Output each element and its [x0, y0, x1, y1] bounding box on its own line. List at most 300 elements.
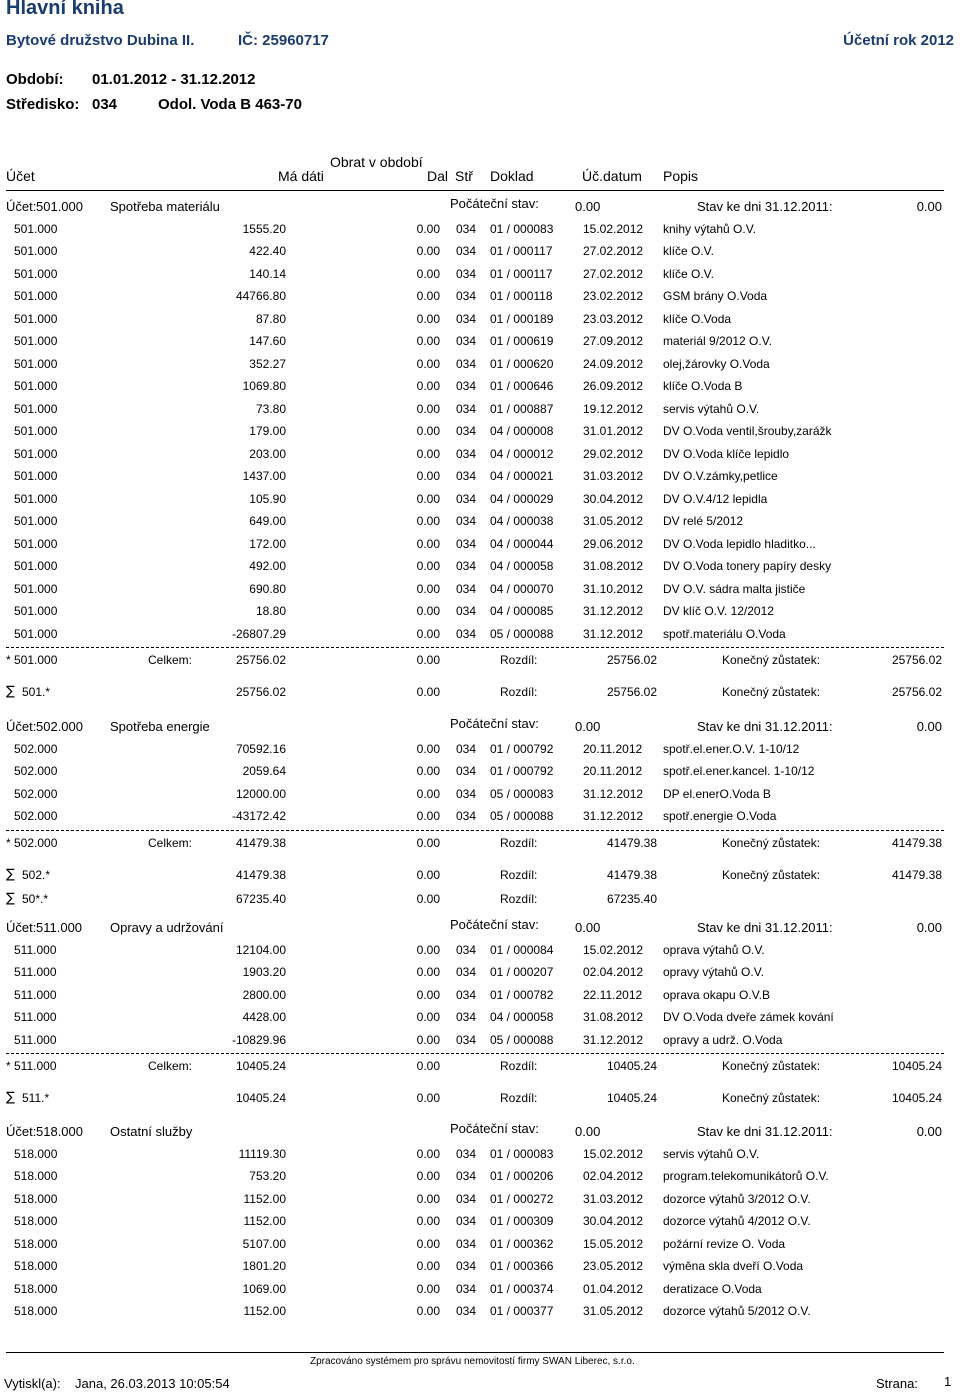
row-document: 04 / 000029 [490, 491, 554, 506]
sum-diff: 41479.38 [606, 867, 657, 882]
row-credit: 0.00 [416, 942, 440, 957]
row-debit: 1152.00 [243, 1214, 286, 1228]
col-ma-dati: Má dáti [278, 168, 324, 184]
row-description: DP el.enerO.Voda B [663, 786, 771, 801]
sigma-icon: ∑ [6, 891, 15, 906]
row-date: 24.09.2012 [583, 356, 644, 371]
ledger-row [0, 555, 960, 577]
ledger-row [0, 353, 960, 375]
row-account: 502.000 [14, 764, 58, 778]
sum-diff-label: Rozdíl: [500, 867, 538, 882]
ledger-row [0, 330, 960, 352]
row-center: 034 [456, 581, 477, 596]
row-document: 01 / 000117 [490, 266, 553, 281]
row-description: DV O.Voda klíče lepidlo [663, 446, 790, 461]
row-center: 034 [456, 1169, 477, 1183]
row-center: 034 [456, 536, 477, 551]
total-account: * 501.000 [6, 653, 58, 667]
col-doklad: Doklad [490, 168, 534, 184]
sum-final: 41479.38 [891, 867, 942, 882]
row-center: 034 [456, 514, 477, 528]
row-description: spotř.el.ener.kancel. 1-10/12 [663, 764, 815, 778]
row-document: 01 / 000366 [490, 1259, 554, 1273]
account-header [0, 916, 960, 938]
row-center: 034 [456, 1191, 477, 1206]
ledger-row [0, 1188, 960, 1210]
row-account: 518.000 [14, 1236, 58, 1251]
row-account: 518.000 [14, 1304, 58, 1318]
account-label: Účet: [6, 920, 37, 935]
row-account: 511.000 [14, 942, 57, 957]
row-description: materiál 9/2012 O.V. [663, 334, 772, 348]
row-account: 501.000 [14, 446, 58, 461]
row-document: 01 / 000782 [490, 987, 554, 1002]
balance-value: 0.00 [916, 1124, 942, 1139]
row-debit: 11119.30 [238, 1146, 286, 1161]
row-credit: 0.00 [416, 581, 440, 596]
sum-credit: 0.00 [416, 1091, 440, 1105]
sum-diff: 25756.02 [606, 685, 657, 699]
row-description: DV relé 5/2012 [663, 514, 744, 528]
row-date: 15.05.2012 [583, 1236, 644, 1251]
account-header [0, 195, 960, 217]
row-account: 518.000 [14, 1281, 58, 1296]
ledger-row [0, 623, 960, 645]
row-debit: 4428.00 [242, 1010, 286, 1024]
header-divider [6, 190, 944, 191]
row-center: 034 [456, 1259, 477, 1273]
row-credit: 0.00 [416, 379, 440, 393]
ledger-row [0, 465, 960, 487]
company-name: Bytové družstvo Dubina II. [6, 32, 195, 49]
row-account: 501.000 [14, 604, 58, 618]
row-credit: 0.00 [416, 626, 440, 641]
ledger-row [0, 578, 960, 600]
row-debit: 1903.20 [242, 965, 286, 979]
row-account: 501.000 [14, 311, 58, 326]
report-title: Hlavní kniha [6, 0, 124, 19]
row-debit: 649.00 [249, 514, 286, 528]
row-document: 04 / 000058 [490, 1010, 554, 1024]
footer-divider [6, 1352, 944, 1353]
row-document: 01 / 000887 [490, 401, 554, 416]
row-center: 034 [456, 1032, 477, 1047]
row-description: DV O.Voda dveře zámek kování [663, 1010, 834, 1024]
row-date: 22.11.2012 [583, 987, 643, 1002]
row-date: 31.05.2012 [583, 1304, 644, 1318]
ledger-row [0, 961, 960, 983]
sum-diff: 10405.24 [606, 1091, 657, 1105]
row-center: 034 [456, 244, 477, 258]
ledger-row [0, 1210, 960, 1232]
row-center: 034 [456, 626, 477, 641]
opening-value: 0.00 [575, 199, 601, 214]
row-document: 05 / 000083 [490, 786, 554, 801]
account-name: Spotřeba materiálu [110, 199, 220, 214]
total-final: 10405.24 [891, 1059, 942, 1073]
ledger-row [0, 263, 960, 285]
row-debit: 87.80 [255, 311, 286, 326]
row-date: 23.02.2012 [583, 289, 644, 303]
row-date: 29.06.2012 [583, 536, 644, 551]
row-description: požární revize O. Voda [663, 1236, 786, 1251]
row-account: 501.000 [14, 514, 58, 528]
row-credit: 0.00 [416, 221, 440, 236]
row-description: olej,žárovky O.Voda [663, 356, 770, 371]
row-debit: 179.00 [249, 424, 286, 438]
row-debit: 203.00 [249, 446, 286, 461]
row-center: 034 [456, 559, 477, 573]
row-credit: 0.00 [416, 514, 440, 528]
row-center: 034 [456, 1146, 477, 1161]
row-date: 02.04.2012 [583, 965, 644, 979]
opening-value: 0.00 [575, 1124, 601, 1139]
row-date: 02.04.2012 [583, 1169, 644, 1183]
row-description: dozorce výtahů 3/2012 O.V. [663, 1191, 811, 1206]
row-credit: 0.00 [416, 1259, 440, 1273]
center-label: Středisko: [6, 96, 80, 113]
row-credit: 0.00 [416, 1191, 440, 1206]
opening-label: Počáteční stav: [450, 716, 539, 731]
row-center: 034 [456, 446, 477, 461]
row-description: klíče O.Voda [663, 311, 732, 326]
account-number: 518.000 [36, 1124, 83, 1139]
row-document: 01 / 000118 [490, 289, 553, 303]
sum-credit: 0.00 [416, 867, 440, 882]
row-credit: 0.00 [416, 786, 440, 801]
row-description: spotř.el.ener.O.V. 1-10/12 [663, 741, 800, 756]
ledger-row [0, 1233, 960, 1255]
row-credit: 0.00 [416, 1214, 440, 1228]
col-str: Stř [455, 168, 473, 184]
row-description: DV O.V. sádra malta jističe [663, 581, 806, 596]
row-center: 034 [456, 604, 477, 618]
row-description: program.telekomunikátorů O.V. [663, 1169, 829, 1183]
ledger-row [0, 308, 960, 330]
ledger-row [0, 1029, 960, 1051]
row-center: 034 [456, 221, 477, 236]
row-date: 23.03.2012 [583, 311, 644, 326]
row-center: 034 [456, 469, 477, 483]
row-debit: -10829.96 [231, 1032, 286, 1047]
row-date: 31.12.2012 [583, 809, 644, 823]
row-description: DV O.Voda tonery papíry desky [663, 559, 832, 573]
total-account: * 511.000 [6, 1059, 57, 1073]
row-document: 01 / 000792 [490, 741, 554, 756]
row-description: DV O.Voda ventil,šrouby,zarážk [663, 424, 832, 438]
ledger-row [0, 218, 960, 240]
row-account: 501.000 [14, 379, 58, 393]
row-document: 05 / 000088 [490, 626, 554, 641]
row-document: 01 / 000309 [490, 1214, 554, 1228]
row-description: DV O.V.4/12 lepidla [663, 491, 768, 506]
total-credit: 0.00 [416, 653, 440, 667]
total-diff: 10405.24 [606, 1059, 657, 1073]
ledger-row [0, 600, 960, 622]
row-debit: 2059.64 [242, 764, 286, 778]
row-date: 26.09.2012 [583, 379, 644, 393]
row-debit: 105.90 [249, 491, 286, 506]
account-number: 511.000 [36, 920, 83, 935]
ledger-row [0, 984, 960, 1006]
ledger-row [0, 939, 960, 961]
balance-label: Stav ke dni 31.12.2011: [697, 920, 833, 935]
row-document: 04 / 000058 [490, 559, 554, 573]
row-document: 05 / 000088 [490, 1032, 554, 1047]
account-name: Spotřeba energie [110, 719, 210, 734]
total-diff-label: Rozdíl: [500, 1059, 538, 1073]
account-total [0, 832, 960, 854]
row-credit: 0.00 [416, 1304, 440, 1318]
row-account: 501.000 [14, 356, 58, 371]
total-debit: 25756.02 [235, 653, 286, 667]
sigma-icon: ∑ [6, 684, 15, 699]
row-debit: 172.00 [249, 536, 286, 551]
row-center: 034 [456, 942, 477, 957]
sum-account: 50*.* [22, 892, 49, 906]
row-account: 518.000 [14, 1169, 58, 1183]
row-account: 501.000 [14, 626, 58, 641]
total-final-label: Konečný zůstatek: [722, 1059, 821, 1073]
row-center: 034 [456, 809, 477, 823]
row-document: 01 / 000189 [490, 311, 554, 326]
row-debit: 1152.00 [243, 1191, 286, 1206]
sum-diff-label: Rozdíl: [500, 685, 538, 699]
opening-value: 0.00 [575, 920, 601, 935]
row-debit: 5107.00 [242, 1236, 286, 1251]
total-debit: 10405.24 [235, 1059, 286, 1073]
sum-final: 10405.24 [891, 1091, 942, 1105]
row-credit: 0.00 [416, 424, 440, 438]
row-debit: 1152.00 [243, 1304, 286, 1318]
col-ucet: Účet [6, 168, 35, 184]
ledger-row [0, 738, 960, 760]
row-date: 27.02.2012 [583, 244, 644, 258]
ledger-row [0, 240, 960, 262]
ledger-row [0, 1278, 960, 1300]
row-debit: 73.80 [255, 401, 286, 416]
row-center: 034 [456, 379, 477, 393]
row-account: 501.000 [14, 424, 58, 438]
total-divider [6, 647, 944, 648]
company-ico: IČ: 25960717 [238, 32, 329, 49]
sigma-icon: ∑ [6, 866, 15, 882]
total-credit: 0.00 [416, 835, 440, 850]
center-name: Odol. Voda B 463-70 [158, 96, 302, 113]
opening-label: Počáteční stav: [450, 917, 539, 932]
total-diff: 25756.02 [606, 653, 657, 667]
sum-credit: 0.00 [416, 685, 440, 699]
row-credit: 0.00 [416, 1281, 440, 1296]
row-description: DV O.Voda lepidlo hladitko... [663, 536, 816, 551]
total-divider [6, 830, 944, 831]
row-account: 511.000 [14, 965, 57, 979]
sum-account: 502.* [22, 867, 51, 882]
row-debit: 753.20 [249, 1169, 286, 1183]
row-credit: 0.00 [416, 809, 440, 823]
row-account: 501.000 [14, 559, 58, 573]
sum-row [0, 681, 960, 703]
row-description: opravy výtahů O.V. [663, 965, 764, 979]
sum-final-label: Konečný zůstatek: [722, 685, 821, 699]
period-label: Období: [6, 71, 64, 88]
total-diff-label: Rozdíl: [500, 653, 538, 667]
row-date: 27.02.2012 [583, 266, 644, 281]
row-account: 511.000 [14, 1010, 57, 1024]
row-document: 04 / 000008 [490, 424, 554, 438]
row-date: 31.03.2012 [583, 1191, 644, 1206]
row-account: 511.000 [14, 987, 57, 1002]
period-value: 01.01.2012 - 31.12.2012 [92, 71, 256, 88]
row-account: 518.000 [14, 1191, 58, 1206]
row-center: 034 [456, 1281, 477, 1296]
row-credit: 0.00 [416, 536, 440, 551]
row-description: klíče O.V. [663, 266, 714, 281]
row-debit: 147.60 [249, 334, 286, 348]
row-center: 034 [456, 987, 477, 1002]
row-document: 01 / 000207 [490, 965, 554, 979]
row-date: 15.02.2012 [583, 942, 644, 957]
row-credit: 0.00 [416, 1236, 440, 1251]
row-date: 31.03.2012 [583, 469, 644, 483]
total-divider [6, 1053, 944, 1054]
row-date: 31.10.2012 [583, 581, 644, 596]
row-description: výměna skla dveří O.Voda [663, 1259, 804, 1273]
row-date: 30.04.2012 [583, 491, 644, 506]
sum-diff-label: Rozdíl: [500, 1091, 538, 1105]
row-credit: 0.00 [416, 289, 440, 303]
row-debit: 70592.16 [235, 741, 286, 756]
row-document: 04 / 000044 [490, 536, 554, 551]
row-document: 01 / 000083 [490, 221, 554, 236]
row-center: 034 [456, 289, 477, 303]
row-account: 501.000 [14, 491, 58, 506]
row-center: 034 [456, 334, 477, 348]
ledger-row [0, 760, 960, 782]
row-document: 01 / 000272 [490, 1191, 554, 1206]
row-account: 501.000 [14, 401, 58, 416]
row-description: knihy výtahů O.V. [663, 221, 756, 236]
row-description: servis výtahů O.V. [663, 1146, 760, 1161]
total-final-label: Konečný zůstatek: [722, 835, 821, 850]
row-credit: 0.00 [416, 491, 440, 506]
center-code: 034 [92, 96, 118, 113]
sum-final-label: Konečný zůstatek: [722, 1091, 821, 1105]
sum-account: 501.* [22, 685, 51, 699]
row-account: 501.000 [14, 244, 58, 258]
sum-diff-label: Rozdíl: [500, 892, 538, 906]
row-document: 01 / 000206 [490, 1169, 554, 1183]
row-account: 502.000 [14, 809, 58, 823]
row-debit: 492.00 [249, 559, 286, 573]
total-final: 25756.02 [891, 653, 942, 667]
row-center: 034 [456, 741, 477, 756]
row-credit: 0.00 [416, 965, 440, 979]
balance-label: Stav ke dni 31.12.2011: [697, 1124, 833, 1139]
printed-label: Vytiskl(a): [4, 1376, 61, 1391]
account-number: 502.000 [36, 719, 83, 734]
row-document: 01 / 000377 [490, 1304, 554, 1318]
sigma-icon: ∑ [6, 1090, 15, 1105]
row-debit: 1801.20 [242, 1259, 286, 1273]
row-debit: 18.80 [255, 604, 286, 618]
row-account: 501.000 [14, 469, 58, 483]
row-credit: 0.00 [416, 446, 440, 461]
ledger-row [0, 805, 960, 827]
row-document: 05 / 000088 [490, 809, 554, 823]
row-account: 501.000 [14, 289, 58, 303]
row-document: 01 / 000117 [490, 244, 553, 258]
row-date: 23.05.2012 [583, 1259, 644, 1273]
page-number: 1 [944, 1374, 952, 1389]
ledger-row [0, 1006, 960, 1028]
row-document: 01 / 000083 [490, 1146, 554, 1161]
row-document: 01 / 000620 [490, 356, 554, 371]
row-description: spotř.energie O.Voda [663, 809, 777, 823]
row-debit: 12000.00 [235, 786, 286, 801]
sum-debit: 67235.40 [235, 892, 286, 906]
total-diff-label: Rozdíl: [500, 835, 538, 850]
total-final-label: Konečný zůstatek: [722, 653, 821, 667]
row-date: 27.09.2012 [583, 334, 644, 348]
row-document: 01 / 000646 [490, 379, 554, 393]
row-credit: 0.00 [416, 987, 440, 1002]
row-debit: 352.27 [249, 356, 286, 371]
row-debit: 422.40 [249, 244, 286, 258]
row-debit: 44766.80 [235, 289, 286, 303]
row-center: 034 [456, 424, 477, 438]
row-date: 15.02.2012 [583, 1146, 644, 1161]
row-center: 034 [456, 491, 477, 506]
row-debit: 12104.00 [235, 942, 286, 957]
row-description: servis výtahů O.V. [663, 401, 760, 416]
row-date: 20.11.2012 [583, 741, 643, 756]
row-debit: 1069.80 [242, 379, 286, 393]
ledger-row [0, 1300, 960, 1322]
row-center: 034 [456, 356, 477, 371]
row-document: 04 / 000038 [490, 514, 554, 528]
sum-row [0, 1087, 960, 1109]
total-credit: 0.00 [416, 1059, 440, 1073]
row-document: 01 / 000362 [490, 1236, 554, 1251]
row-document: 01 / 000084 [490, 942, 554, 957]
ledger-row [0, 783, 960, 805]
opening-label: Počáteční stav: [450, 196, 539, 211]
ledger-row [0, 488, 960, 510]
balance-label: Stav ke dni 31.12.2011: [697, 719, 833, 734]
balance-label: Stav ke dni 31.12.2011: [697, 199, 833, 214]
row-document: 04 / 000070 [490, 581, 554, 596]
row-account: 501.000 [14, 221, 58, 236]
row-credit: 0.00 [416, 1032, 440, 1047]
row-document: 01 / 000792 [490, 764, 554, 778]
processed-note: Zpracováno systémem pro správu nemovitostí firmy SWAN Liberec, s.r.o. [310, 1356, 635, 1367]
total-diff: 41479.38 [606, 835, 657, 850]
col-obrat: Obrat v období [330, 154, 423, 170]
sum-final-label: Konečný zůstatek: [722, 867, 821, 882]
row-center: 034 [456, 1214, 477, 1228]
row-description: DV O.V.zámky,petlice [663, 469, 778, 483]
row-account: 501.000 [14, 266, 58, 281]
account-header [0, 1120, 960, 1142]
row-credit: 0.00 [416, 1010, 440, 1024]
ledger-row [0, 1165, 960, 1187]
row-debit: 1437.00 [242, 469, 286, 483]
row-credit: 0.00 [416, 401, 440, 416]
row-account: 518.000 [14, 1214, 58, 1228]
sum-row [0, 864, 960, 886]
total-account: * 502.000 [6, 835, 58, 850]
